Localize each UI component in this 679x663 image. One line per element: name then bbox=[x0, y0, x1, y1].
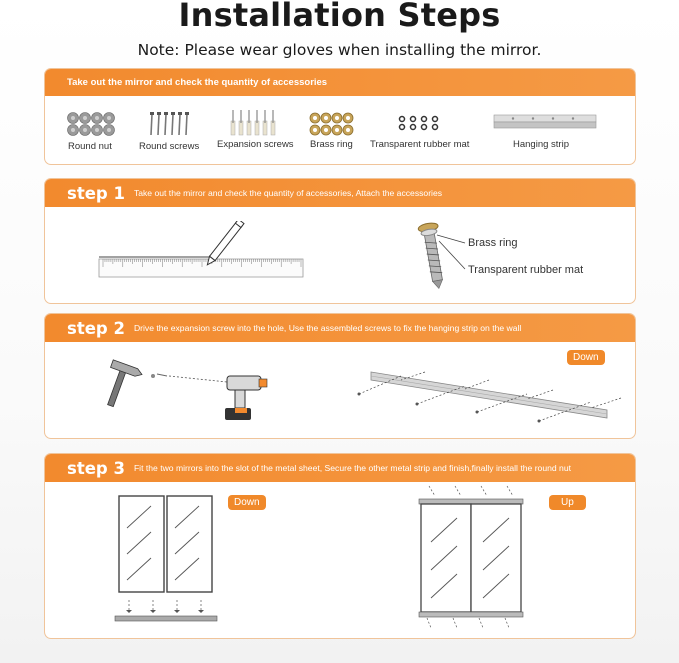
rubber-mat-icon bbox=[397, 115, 441, 131]
ruler-pencil-illustration bbox=[97, 221, 307, 281]
brass-ring-icon bbox=[309, 112, 355, 136]
mirrors-up-illustration bbox=[413, 484, 531, 634]
step-2-header bbox=[45, 314, 635, 342]
step-3-number: step 3 bbox=[67, 458, 125, 478]
round-screws-label: Round screws bbox=[139, 141, 200, 152]
step-1-text: Take out the mirror and check the quantity of accessories, Attach the accessories bbox=[133, 188, 443, 198]
safety-note: Note: Please wear gloves when installing the mirror. bbox=[137, 41, 542, 59]
round-screws-icon bbox=[149, 111, 189, 137]
rubber-mat-label: Transparent rubber mat bbox=[370, 139, 470, 150]
step-1-card bbox=[44, 178, 636, 304]
step-2-card bbox=[44, 313, 636, 439]
hammer-drill-illustration bbox=[107, 354, 277, 424]
rubber-mat-callout: Transparent rubber mat bbox=[468, 264, 584, 276]
step-2-text: Drive the expansion screw into the hole, Use the assembled screws to fix the hanging strip on the wall bbox=[133, 323, 522, 333]
step-2-number: step 2 bbox=[67, 318, 125, 338]
expansion-screws-icon bbox=[229, 109, 279, 137]
step-3-card bbox=[44, 453, 636, 639]
hanging-strip-label: Hanging strip bbox=[513, 139, 569, 150]
round-nut-icon bbox=[67, 111, 115, 137]
step-1-number: step 1 bbox=[67, 183, 125, 203]
step-3-up-badge: Up bbox=[549, 495, 586, 510]
step-3-text: Fit the two mirrors into the slot of the metal sheet, Secure the other metal strip and finish,finally install the round nut bbox=[133, 463, 572, 473]
page-title: Installation Steps bbox=[178, 0, 501, 34]
accessories-header bbox=[45, 69, 635, 96]
accessories-card bbox=[44, 68, 636, 165]
brass-ring-callout: Brass ring bbox=[468, 237, 518, 249]
step-1-header bbox=[45, 179, 635, 207]
brass-ring-label: Brass ring bbox=[310, 139, 353, 150]
expansion-screws-label: Expansion screws bbox=[217, 139, 294, 150]
hanging-strip-illustration bbox=[355, 364, 625, 430]
step-3-down-badge: Down bbox=[228, 495, 266, 510]
step-3-header bbox=[45, 454, 635, 482]
round-nut-label: Round nut bbox=[68, 141, 112, 152]
accessories-heading: Take out the mirror and check the quantity of accessories bbox=[67, 77, 328, 88]
hanging-strip-icon bbox=[493, 113, 597, 131]
step-2-down-badge: Down bbox=[567, 350, 605, 365]
mirrors-down-illustration bbox=[111, 492, 223, 626]
